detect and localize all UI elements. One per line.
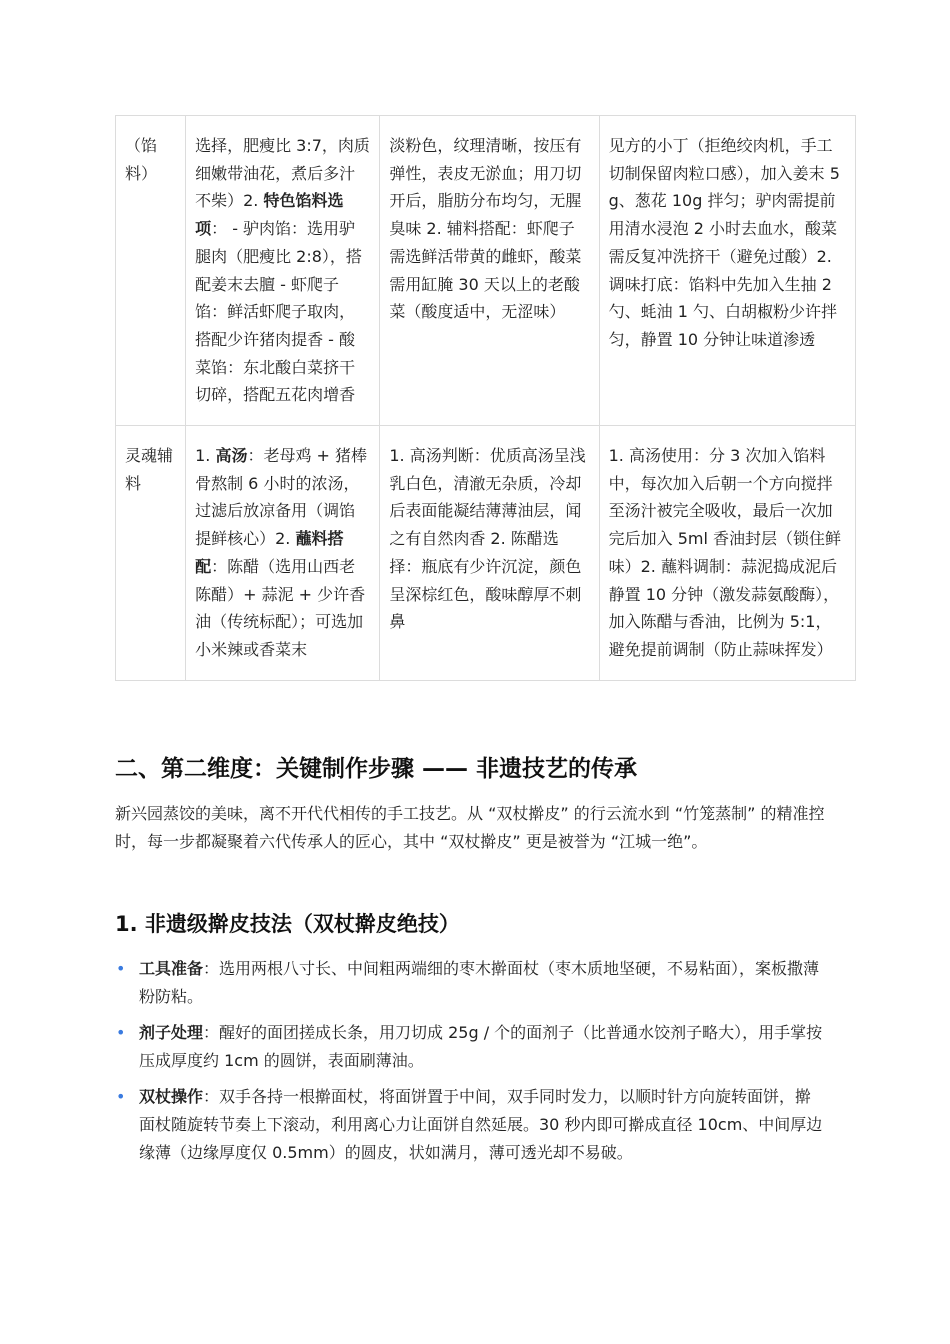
table-cell-category: 灵魂辅料 <box>116 426 186 681</box>
ingredients-table <box>115 115 856 681</box>
list-item <box>115 1083 827 1167</box>
cell-text: ： - 驴肉馅：选用驴腿肉（肥瘦比 2:8），搭配姜末去膻 - 虾爬子馅：鲜活虾爬子取肉，搭配少许猪肉提香 - 酸菜馅：东北酸白菜挤干切碎，搭配五花肉增香 <box>195 219 362 405</box>
cell-text: 1. <box>195 446 216 466</box>
bullet-icon: • <box>116 959 126 978</box>
table-cell-category: （馅料） <box>116 116 186 426</box>
technique-list <box>115 955 827 1175</box>
table-cell-selection <box>186 426 380 681</box>
list-item-text: ：选用两根八寸长、中间粗两端细的枣木擀面杖（枣木质地坚硬，不易粘面），案板撒薄粉防粘。 <box>139 959 820 1006</box>
table-cell-processing: 见方的小丁（拒绝绞肉机，手工切制保留肉粒口感），加入姜末 5g、葱花 10g 拌匀；驴肉需提前用清水浸泡 2 小时去血水，酸菜需反复冲洗挤干（避免过酸）2. 调味打底：馅料中先加入生抽 2 勺、蚝油 1 勺、白胡椒粉少许拌匀，静置 10 分钟让味道渗透 <box>599 116 855 426</box>
cell-text: 选择，肥瘦比 3:7，肉质细嫩带油花，煮后多汁不柴）2. <box>195 136 370 211</box>
table-cell-selection <box>186 116 380 426</box>
list-item <box>115 1019 827 1075</box>
table-row <box>116 426 856 681</box>
table-cell-judgement: 淡粉色，纹理清晰，按压有弹性，表皮无淤血；用刀切开后，脂肪分布均匀，无腥臭味 2. 辅料搭配：虾爬子需选鲜活带黄的雌虾，酸菜需用缸腌 30 天以上的老酸菜（酸度适中，无涩味） <box>380 116 599 426</box>
list-item-text: ：醒好的面团搓成长条，用刀切成 25g / 个的面剂子（比普通水饺剂子略大），用手掌按压成厚度约 1cm 的圆饼，表面刷薄油。 <box>139 1023 823 1070</box>
cell-text: ：老母鸡 + 猪棒骨熬制 6 小时的浓汤，过滤后放凉备用（调馅提鲜核心）2. <box>195 446 368 549</box>
cell-text: ：陈醋（选用山西老陈醋）+ 蒜泥 + 少许香油（传统标配）；可选加小米辣或香菜末 <box>195 556 366 659</box>
bullet-icon: • <box>116 1087 126 1106</box>
section-intro: 新兴园蒸饺的美味，离不开代代相传的手工技艺。从 “双杖擀皮” 的行云流水到 “竹笼蒸制” 的精准控时，每一步都凝聚着六代传承人的匠心，其中 “双杖擀皮” 更是被誉为 “江城一绝”。 <box>115 804 825 851</box>
cell-bold-text: 高汤 <box>215 446 248 466</box>
bullet-icon: • <box>116 1023 126 1042</box>
section-heading: 二、第二维度：关键制作步骤 —— 非遗技艺的传承 <box>115 756 638 782</box>
list-item-label: 双杖操作 <box>139 1087 204 1106</box>
cell-bold-text: 蘸料搭配 <box>195 529 344 576</box>
list-item-text: ：双手各持一根擀面杖，将面饼置于中间，双手同时发力，以顺时针方向旋转面饼，擀面杖随旋转节奏上下滚动，利用离心力让面饼自然延展。30 秒内即可擀成直径 10cm、中间厚边缘薄（边缘厚度仅 0.5mm）的圆皮，状如满月，薄可透光却不易破。 <box>139 1087 823 1162</box>
table-cell-judgement: 1. 高汤判断：优质高汤呈浅乳白色，清澈无杂质，冷却后表面能凝结薄薄油层，闻之有自然肉香 2. 陈醋选择：瓶底有少许沉淀，颜色呈深棕红色，酸味醇厚不刺鼻 <box>380 426 599 681</box>
cell-bold-text: 特色馅料选项 <box>195 191 344 239</box>
list-item-label: 剂子处理 <box>139 1023 204 1042</box>
subsection-heading: 1. 非遗级擀皮技法（双杖擀皮绝技） <box>115 912 460 936</box>
table-row <box>116 116 856 426</box>
list-item <box>115 955 827 1011</box>
table-cell-processing: 1. 高汤使用：分 3 次加入馅料中，每次加入后朝一个方向搅拌至汤汁被完全吸收，最后一次加完后加入 5ml 香油封层（锁住鲜味）2. 蘸料调制：蒜泥捣成泥后静置 10 分钟（激发蒜氨酸酶），加入陈醋与香油，比例为 5:1，避免提前调制（防止蒜味挥发） <box>599 426 855 681</box>
list-item-label: 工具准备 <box>139 959 204 978</box>
